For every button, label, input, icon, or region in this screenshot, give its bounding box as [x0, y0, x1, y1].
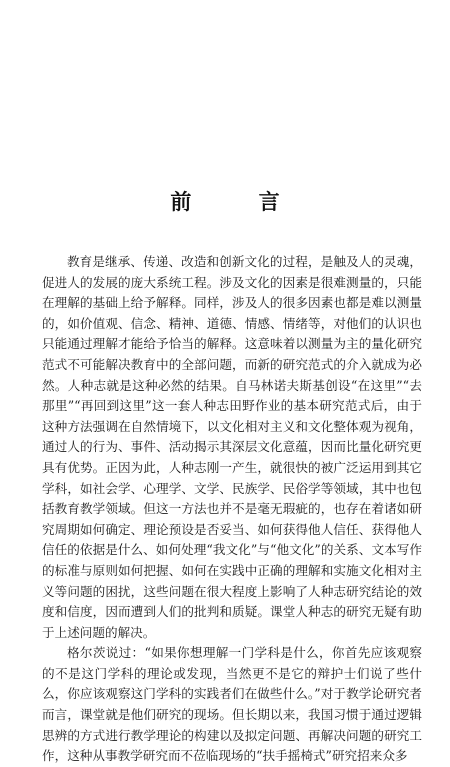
paragraph-1: 教育是继承、传递、改造和创新文化的过程，是触及人的灵魂，促进人的发展的庞大系统工程。涉及文化的因素是很难测量的，只能在理解的基础上给予解释。同样，涉及人的很多因素也都是难以测量的，如价值观、信念、精神、道德、情感、情绪等，对他们的认识也只能通过理解才能给予恰当的解释。这意味着以测量为主的量化研究范式不可能解决教育中的全部问题，而新的研究范式的介入就成为必然。人种志就是这种必然的结果。自马林诺夫斯基创设“在这里”“去那里”“再回到这里”这一套人种志田野作业的基本研究范式后，由于这种方法强调在自然情境下，以文化相对主义和文化整体观为视角，通过人的行为、事件、活动揭示其深层文化意蕴，因而比量化研究更具有优势。正因为此，人种志刚一产生，就很快的被广泛运用到其它学科，如社会学、心理学、文学、民族学、民俗学等领域，其中也包括教育教学领域。但这一方法也并不是毫无瑕疵的，也存在着诸如研究周期如何确定、理论预设是否妥当、如何获得他人信任、获得他人信任的依据是什么、如何处理“我文化”与“他文化”的关系、文本写作的标准与原则如何把握、如何在实践中正确的理解和实施文化相对主义等问题的困扰，这些问题在很大程度上影响了人种志研究结论的效度和信度，因而遭到人们的批判和质疑。课堂人种志的研究无疑有助于上述问题的解决。	[42, 254, 422, 640]
body-text	[42, 252, 422, 767]
page-title: 前 言	[170, 190, 310, 214]
paragraph-2: 格尔茨说过：“如果你想理解一门学科是什么，你首先应该观察的不是这门学科的理论或发现，当然更不是它的辩护士们说了些什么，你应该观察这门学科的实践者们在做些什么。”对于教学论研究者而言，课堂就是他们研究的现场。但长期以来，我国习惯于通过逻辑思辨的方式进行教学理论的构建以及拟定问题、再解决问题的研究工作，这种从事教学研究而不莅临现场的“扶手摇椅式”研究招来众多	[42, 645, 422, 764]
